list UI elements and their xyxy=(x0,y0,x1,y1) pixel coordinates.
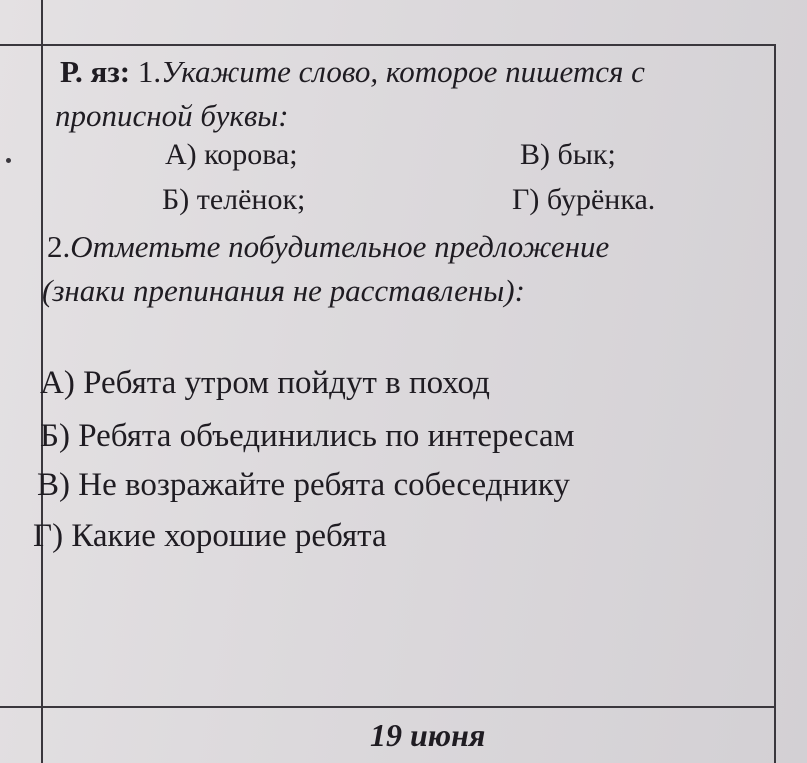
question-1-line-1 xyxy=(60,56,645,87)
bottom-border-line xyxy=(0,706,776,708)
question-2-option-a: А) Ребята утром пойдут в поход xyxy=(40,365,490,401)
right-border-line xyxy=(774,44,776,763)
question-2-option-g: Г) Какие хорошие ребята xyxy=(33,518,387,554)
question-1-option-a: А) корова; xyxy=(165,138,298,171)
subject-label: Р. яз: xyxy=(60,54,131,89)
question-1-text-line-1: Укажите слово, которое пишется с xyxy=(161,54,645,89)
question-1-option-v: В) бык; xyxy=(520,138,616,171)
footer-date: 19 июня xyxy=(370,717,486,753)
question-1-number: 1. xyxy=(137,54,162,89)
question-2-text-line-1: Отметьте побудительное предложение xyxy=(70,229,610,264)
question-2-option-v: В) Не возражайте ребята собеседнику xyxy=(37,467,570,503)
top-border-line xyxy=(0,44,776,46)
question-1-text-line-2: прописной буквы: xyxy=(55,98,289,133)
question-2-number: 2. xyxy=(47,229,71,264)
question-1-option-g: Г) бурёнка. xyxy=(512,183,656,216)
question-2-text-line-2: (знаки препинания не расставлены): xyxy=(42,273,525,308)
question-1-option-b: Б) телёнок; xyxy=(162,183,306,216)
question-2-line-1 xyxy=(47,231,609,262)
margin-dot xyxy=(6,158,11,163)
question-2-option-b: Б) Ребята объединились по интересам xyxy=(40,418,575,454)
